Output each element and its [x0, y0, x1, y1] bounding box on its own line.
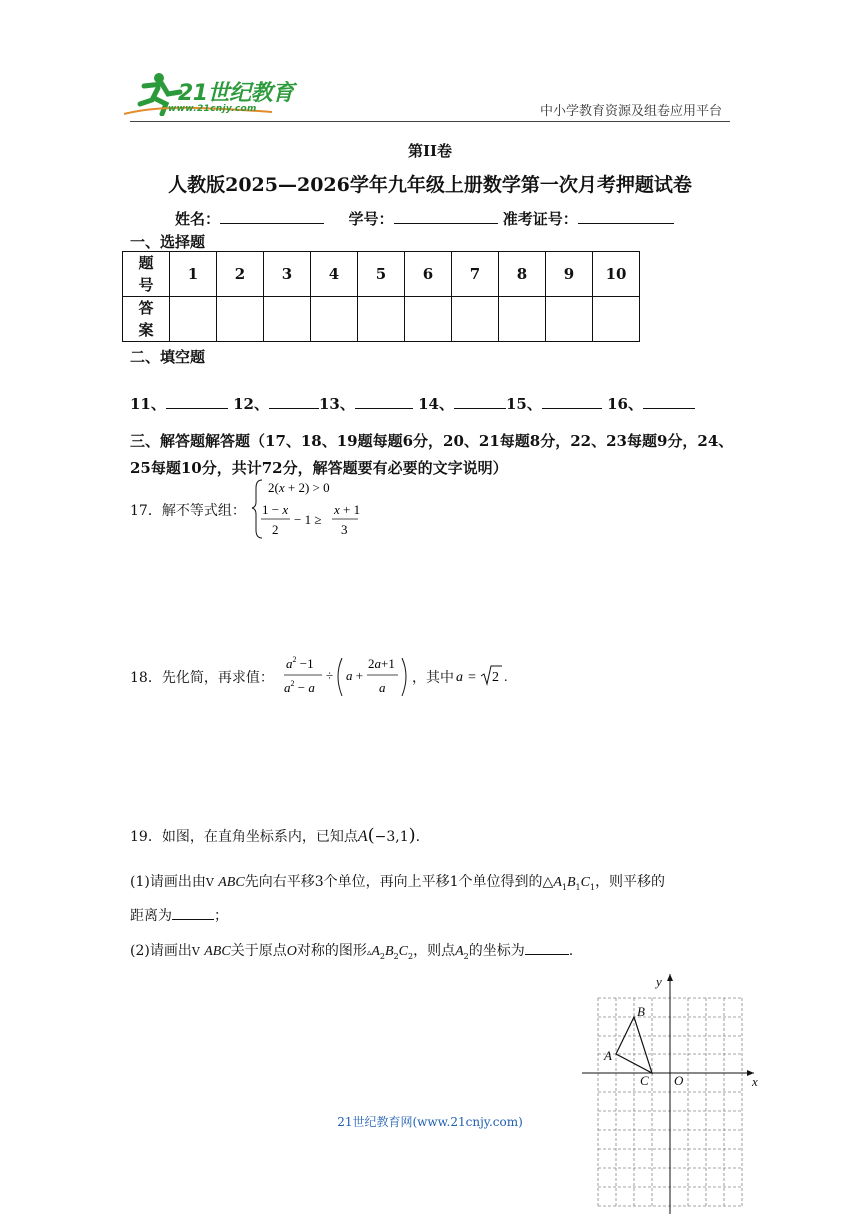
- q-number-cell: 9: [546, 252, 593, 297]
- q19-p2c: 对称的图形: [296, 943, 367, 959]
- answer-table: [122, 251, 640, 342]
- answer-cell[interactable]: [217, 297, 264, 342]
- q-number-cell: 10: [593, 252, 640, 297]
- point-a-label: A: [604, 1048, 612, 1063]
- q19-part1: (1)请画出由V ABC先向右平移3个单位，再向上平移1个单位得到的$\triangle A_1B_1C_1$，则平移的: [130, 874, 666, 892]
- blank-label: 12、: [233, 395, 269, 413]
- q19-intro: 19．如图，在直角坐标系内，已知点A(−3,1).: [130, 825, 421, 846]
- blank-12[interactable]: [269, 395, 319, 409]
- q-number-cell: 2: [217, 252, 264, 297]
- answer-cell[interactable]: [311, 297, 358, 342]
- id-label: 学号：: [348, 210, 394, 228]
- q19-coord-blank[interactable]: [525, 942, 569, 955]
- y-label: y: [656, 974, 662, 989]
- answer-cell[interactable]: [546, 297, 593, 342]
- id-field[interactable]: [394, 209, 498, 224]
- row-label-answer: 答 案: [123, 297, 170, 342]
- answer-cell[interactable]: [405, 297, 452, 342]
- q19-p2d: ，则点: [413, 943, 456, 959]
- name-label: 姓名：: [175, 210, 221, 228]
- svg-text:2: 2: [272, 522, 279, 537]
- logo-url: www.21cnjy.com: [168, 104, 257, 114]
- q18-condition: [454, 662, 514, 688]
- svg-text:− 1 ≥: − 1 ≥: [294, 512, 322, 527]
- blank-label: 15、: [505, 395, 542, 413]
- blank-14[interactable]: [454, 395, 506, 409]
- q-number-cell: 6: [405, 252, 452, 297]
- q19-p2a: (2)请画出: [130, 943, 192, 959]
- q18-tail: ，其中: [412, 670, 454, 686]
- header-divider: [130, 121, 730, 122]
- svg-text:a2 − a: $a^2 - a$: [284, 679, 315, 695]
- q19-p2e: 的坐标为: [468, 943, 525, 959]
- origin-label: O: [674, 1073, 684, 1088]
- q-number-cell: 4: [311, 252, 358, 297]
- blank-13[interactable]: [355, 395, 413, 409]
- footer-source: 21世纪教育网(www.21cnjy.com): [337, 1115, 523, 1129]
- row-label-number: 题 号: [123, 252, 170, 297]
- answer-cell[interactable]: [593, 297, 640, 342]
- svg-text:x + 1: x + 1: [334, 502, 361, 517]
- svg-text:2(x + 2) > 0: 2(x + 2) > 0: [268, 480, 330, 495]
- answer-cell[interactable]: [264, 297, 311, 342]
- q19-p2f: .: [568, 943, 574, 959]
- q18-expression: [280, 652, 415, 700]
- q-number-cell: 5: [358, 252, 405, 297]
- q-number-cell: 3: [264, 252, 311, 297]
- x-label: x: [752, 1074, 758, 1089]
- q17-inequality-system: [250, 474, 380, 544]
- blank-label: 14、: [418, 395, 454, 413]
- section-2-heading: 二、填空题: [130, 348, 206, 366]
- fill-blanks-row: [130, 393, 695, 414]
- student-info: [175, 208, 674, 229]
- answer-cell[interactable]: [358, 297, 405, 342]
- svg-text:2a+1: 2a+1: [368, 656, 395, 671]
- blank-15[interactable]: [542, 395, 602, 409]
- blank-11[interactable]: [166, 395, 228, 409]
- answer-cell[interactable]: [499, 297, 546, 342]
- coordinate-figure: [578, 968, 760, 1216]
- q19-p1c: ，则平移的: [595, 874, 666, 890]
- q19-p1b: 先向右平移3个单位，再向上平移1个单位得到的: [244, 874, 543, 890]
- exam-title: 人教版2025—2026学年九年级上册数学第一次月考押题试卷: [168, 174, 692, 196]
- volume-label: 第II卷: [407, 142, 453, 160]
- point-c-label: C: [640, 1073, 649, 1088]
- q19-part2: (2)请画出V ABC关于原点O对称的图形$▵A_2B_2C_2$，则点$A_2$的坐标为 .: [130, 943, 574, 961]
- svg-text:÷: ÷: [326, 668, 334, 683]
- q19-p1e: ；: [214, 908, 228, 924]
- answer-cell[interactable]: [170, 297, 217, 342]
- name-field[interactable]: [220, 209, 324, 224]
- svg-text:a2 −1: $a^2 -1$: [286, 655, 314, 671]
- blank-label: 13、: [318, 395, 355, 413]
- q19-p1a: (1)请画出由: [130, 874, 206, 890]
- q-number-cell: 7: [452, 252, 499, 297]
- point-b-label: B: [637, 1004, 645, 1019]
- q17-label: 17．解不等式组：: [130, 503, 246, 519]
- header-platform-text: 中小学教育资源及组卷应用平台: [540, 104, 723, 119]
- q18-label: 18．先化简，再求值：: [130, 670, 274, 686]
- logo-text: 21世纪教育: [178, 81, 294, 106]
- q-number-cell: 1: [170, 252, 217, 297]
- q19-p1d: 距离为: [130, 908, 172, 924]
- section-1-heading: 一、选择题: [130, 233, 206, 251]
- exam-number-label: 准考证号：: [502, 210, 578, 228]
- q19-intro-text: 19．如图，在直角坐标系内，已知点: [130, 829, 358, 845]
- svg-text:=: =: [468, 670, 476, 685]
- exam-number-field[interactable]: [578, 209, 674, 224]
- svg-text:.: .: [504, 670, 508, 685]
- svg-text:a: a: [379, 680, 386, 695]
- svg-text:a +: a +: [346, 668, 364, 683]
- blank-16[interactable]: [643, 395, 695, 409]
- svg-text:a: a: [456, 670, 463, 685]
- answer-cell[interactable]: [452, 297, 499, 342]
- q19-p2b: 关于原点: [230, 943, 287, 959]
- y-axis-arrow: [667, 974, 673, 981]
- svg-text:3: 3: [341, 522, 348, 537]
- svg-text:1 − x: 1 − x: [262, 502, 289, 517]
- q19-distance-blank[interactable]: [172, 907, 214, 920]
- blank-label: 11、: [130, 395, 166, 413]
- svg-text:2: 2: [492, 670, 499, 685]
- q-number-cell: 8: [499, 252, 546, 297]
- q19-part1-cont: [130, 905, 228, 925]
- section-3-heading: 三、解答题解答题（17、18、19题每题6分，20、21每题8分，22、23每题9分，24、25每题10分，共计72分，解答题要有必要的文字说明）: [130, 432, 734, 477]
- blank-label: 16、: [607, 395, 643, 413]
